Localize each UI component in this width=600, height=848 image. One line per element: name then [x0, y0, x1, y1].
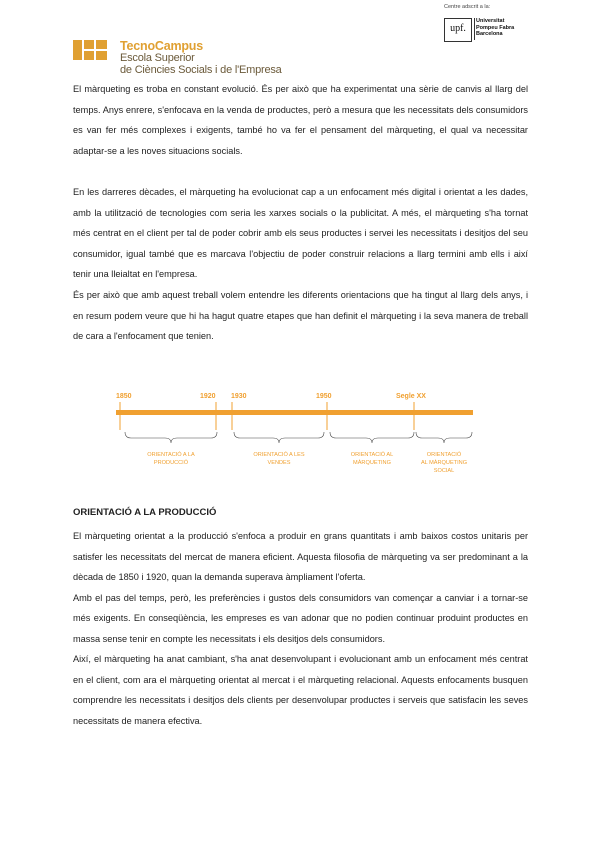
partner-name-line-3: Barcelona — [476, 31, 503, 37]
stage-sales-line-1: ORIENTACIÓ A LES — [253, 452, 305, 458]
partner-name-line-1: Universitat — [476, 18, 505, 24]
section-body — [73, 526, 528, 731]
timeline-year-1930: 1930 — [231, 393, 247, 400]
stage-social-line-2: AL MÀRQUETING — [420, 460, 468, 466]
stage-production-line-2: PRODUCCIÓ — [153, 460, 189, 466]
logo-subtitle-line-2: de Ciències Socials i de l'Empresa — [120, 64, 282, 76]
tecnocampus-logo — [73, 40, 313, 82]
stage-marketing-line-2: MÀRQUETING — [353, 460, 391, 466]
upf-mark-icon: upf. — [444, 18, 472, 42]
stage-social-line-1: ORIENTACIÓ — [426, 452, 462, 458]
timeline-brace — [416, 432, 472, 443]
stage-marketing-line-1: ORIENTACIÓ AL — [350, 452, 394, 458]
partner-caption: Centre adscrit a la: — [444, 4, 491, 10]
logo-subtitle-line-1: Escola Superior — [120, 52, 195, 64]
stage-social-line-3: SOCIAL — [433, 468, 455, 474]
upf-logo — [444, 4, 524, 42]
stage-sales-line-2: VENDES — [267, 460, 291, 466]
intro-paragraph-3: És per això que amb aquest treball volem entendre les diferents orientacions que ha tingut al llarg dels anys, i en resum podem veure que hi ha hagut quatre etapes que han definit el màrqueting i la seva manera de treball de cara a l'enfocament que tenien. — [73, 290, 528, 341]
section-paragraph-3: Així, el màrqueting ha anat cambiant, s'ha anat desenvolupant i evolucionant amb un enfocament més centrat en el client, com ara el màrqueting orientat al mercat i el màrqueting relacional. Aquests enfocaments busquen comprendre les necessitats i desitjos dels clients per desenvolupar productes i serveis que satisfacin les seves necessitats de manera efectiva. — [73, 654, 528, 726]
section-paragraph-1: El màrqueting orientat a la producció s'enfoca a produir en grans quantitats i amb baixos costos unitaris per satisfer les necessitats del mercat de manera eficient. Aquesta filosofia de màrqueting va ser predominant a la dècada de 1850 i 1920, quan la demanda superava àmpliament l'oferta. — [73, 531, 528, 582]
upf-divider — [474, 18, 475, 40]
section-heading: ORIENTACIÓ A LA PRODUCCIÓ — [73, 507, 217, 518]
section-paragraph-2: Amb el pas del temps, però, les preferències i gustos dels consumidors van començar a canviar i a tornar-se més exigents. En conseqüència, les empreses es van adonar que no podien continuar produint productes en massa sense tenir en compte les necessitats i els desitjos dels consumidors. — [73, 592, 528, 644]
partner-name — [476, 18, 514, 38]
timeline-year-1950: 1950 — [316, 393, 332, 400]
timeline-year-segle-xx: Segle XX — [396, 393, 426, 400]
timeline-brace — [330, 432, 414, 443]
timeline-year-1920: 1920 — [200, 393, 216, 400]
tecnocampus-logo-mark-icon — [73, 40, 107, 60]
marketing-timeline — [116, 382, 486, 492]
intro-paragraph-2: En les darreres dècades, el màrqueting ha evolucionat cap a un enfocament més digital i orientat a les dades, amb la utilització de tecnologies com seria les xarxes socials o la publicitat. A més, el màrqueting s'ha tornat més centrat en el client per tal de poder cobrir amb els seus productes i servei les necessitats i desitjos del seu consumidor, igual també que es marcava l'objectiu de poder construir relacions a llarg termini amb ells i així tenir una lleialtat en l'empresa. — [73, 187, 528, 279]
intro-paragraph-1: El màrqueting es troba en constant evolució. És per això que ha experimentat una sèrie de canvis al llarg del temps. Anys enrere, s'enfocava en la venda de productes, però a mesura que les necessitats dels consumidors es van fer més complexes i exigents, també ho va fer el pensament del màrqueting, el qual va necessitar adaptar-se a les noves situacions socials. — [73, 84, 528, 156]
timeline-brace — [125, 432, 217, 443]
timeline-bar — [116, 410, 473, 415]
partner-name-line-2: Pompeu Fabra — [476, 24, 515, 31]
timeline-brace — [234, 432, 324, 443]
logo-title: TecnoCampus — [120, 39, 203, 53]
stage-production-line-1: ORIENTACIÓ A LA — [147, 452, 195, 458]
timeline-year-1850: 1850 — [116, 393, 132, 400]
